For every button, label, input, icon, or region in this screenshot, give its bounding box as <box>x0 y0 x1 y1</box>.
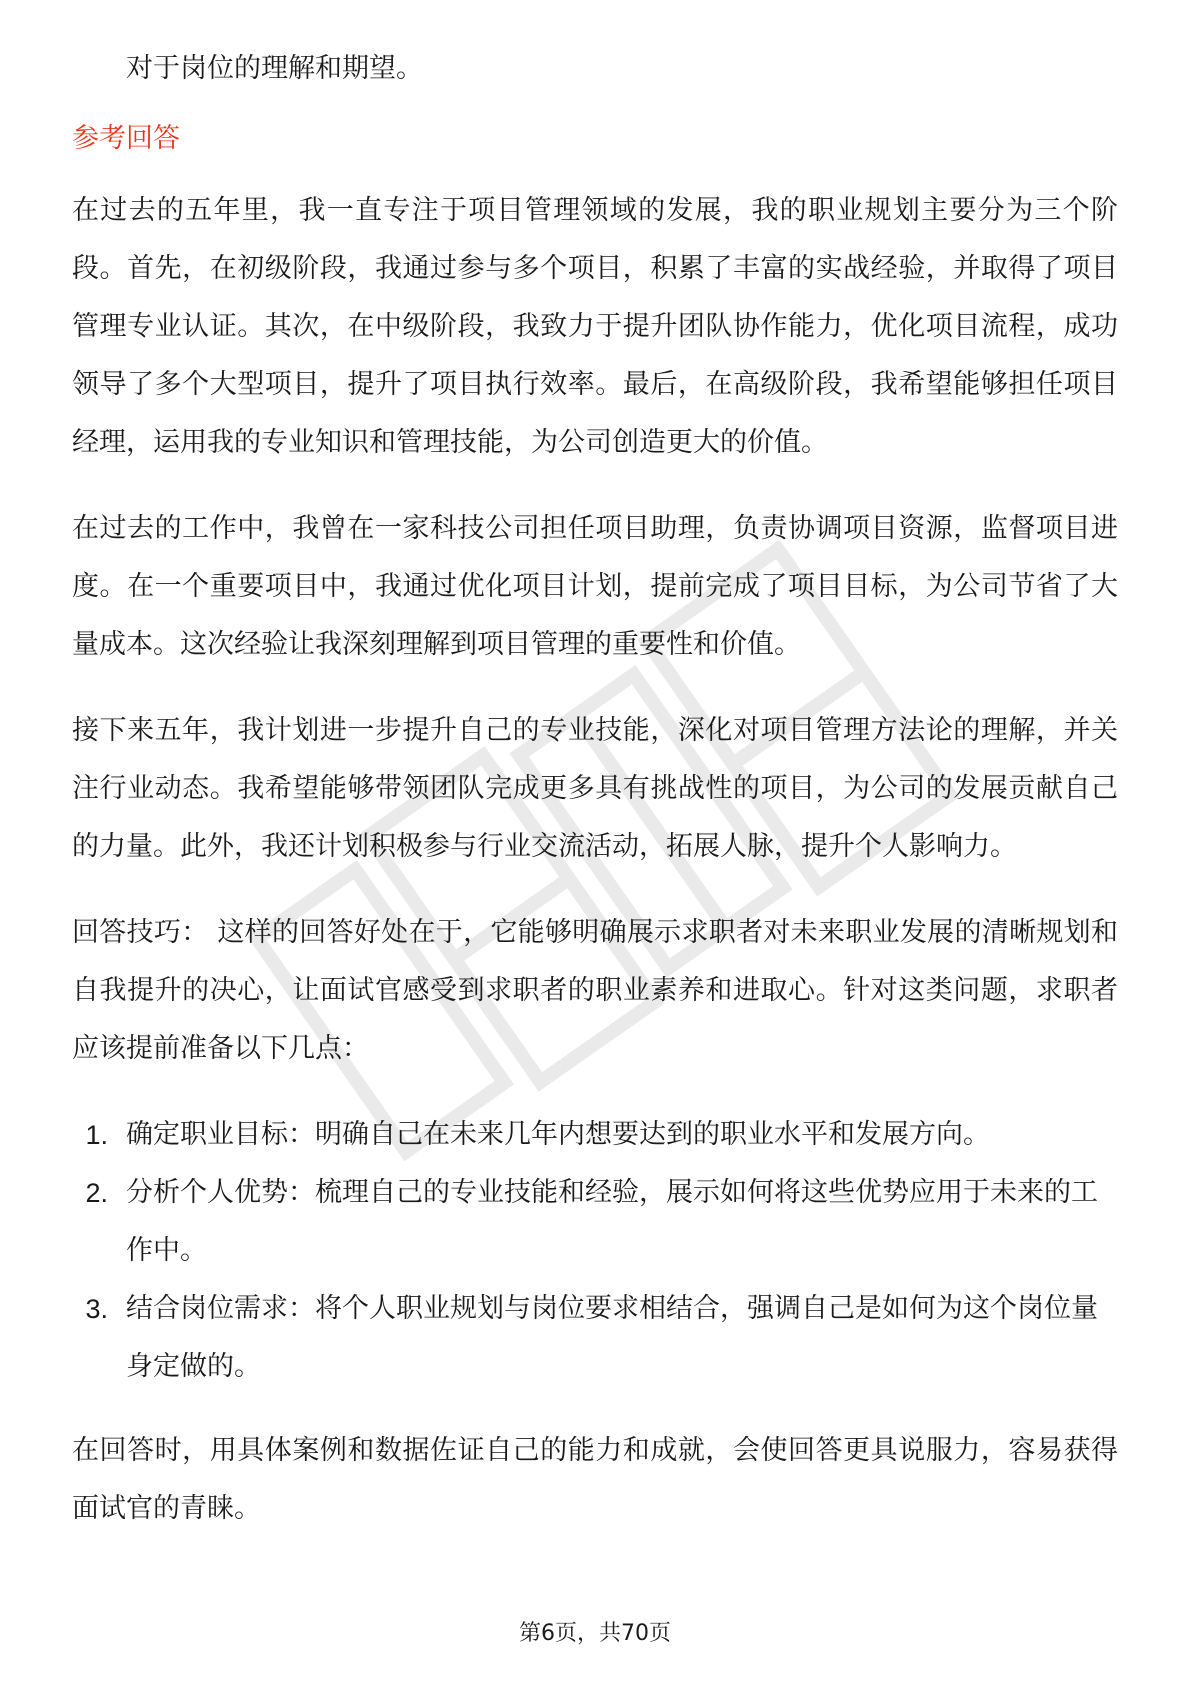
answer-tips-paragraph: 回答技巧： 这样的回答好处在于，它能够明确展示求职者对未来职业发展的清晰规划和自我提升的决心，让面试官感受到求职者的职业素养和进取心。针对这类问题，求职者应该提前准备以下几点： <box>72 917 1118 1064</box>
list-item-text: 确定职业目标：明确自己在未来几年内想要达到的职业水平和发展方向。 <box>126 1119 990 1150</box>
list-item-text: 分析个人优势：梳理自己的专业技能和经验，展示如何将这些优势应用于未来的工作中。 <box>126 1177 1098 1266</box>
list-item-number: 3. <box>85 1294 108 1324</box>
list-item <box>72 1106 1118 1164</box>
tips-list <box>72 1106 1118 1396</box>
intro-tail: 对于岗位的理解和期望。 <box>126 53 423 84</box>
page-number-footer: 第6页，共70页 <box>519 1621 671 1646</box>
answer-paragraph-2: 在过去的工作中，我曾在一家科技公司担任项目助理，负责协调项目资源，监督项目进度。在一个重要项目中，我通过优化项目计划，提前完成了项目目标，为公司节省了大量成本。这次经验让我深刻理解到项目管理的重要性和价值。 <box>72 513 1118 660</box>
closing-paragraph: 在回答时，用具体案例和数据佐证自己的能力和成就，会使回答更具说服力，容易获得面试官的青睐。 <box>72 1435 1118 1524</box>
document-body <box>72 40 1118 1566</box>
list-item-text: 结合岗位需求：将个人职业规划与岗位要求相结合，强调自己是如何为这个岗位量身定做的。 <box>126 1293 1098 1382</box>
section-heading: 参考回答 <box>72 123 180 154</box>
answer-paragraph-1: 在过去的五年里，我一直专注于项目管理领域的发展，我的职业规划主要分为三个阶段。首先，在初级阶段，我通过参与多个项目，积累了丰富的实战经验，并取得了项目管理专业认证。其次，在中级阶段，我致力于提升团队协作能力，优化项目流程，成功领导了多个大型项目，提升了项目执行效率。最后，在高级阶段，我希望能够担任项目经理，运用我的专业知识和管理技能，为公司创造更大的价值。 <box>72 195 1118 458</box>
list-item <box>72 1280 1118 1396</box>
list-item-number: 1. <box>85 1120 108 1150</box>
answer-paragraph-3: 接下来五年，我计划进一步提升自己的专业技能，深化对项目管理方法论的理解，并关注行业动态。我希望能够带领团队完成更多具有挑战性的项目，为公司的发展贡献自己的力量。此外，我还计划积极参与行业交流活动，拓展人脉，提升个人影响力。 <box>72 715 1118 862</box>
list-item-number: 2. <box>85 1178 108 1208</box>
list-item <box>72 1164 1118 1280</box>
